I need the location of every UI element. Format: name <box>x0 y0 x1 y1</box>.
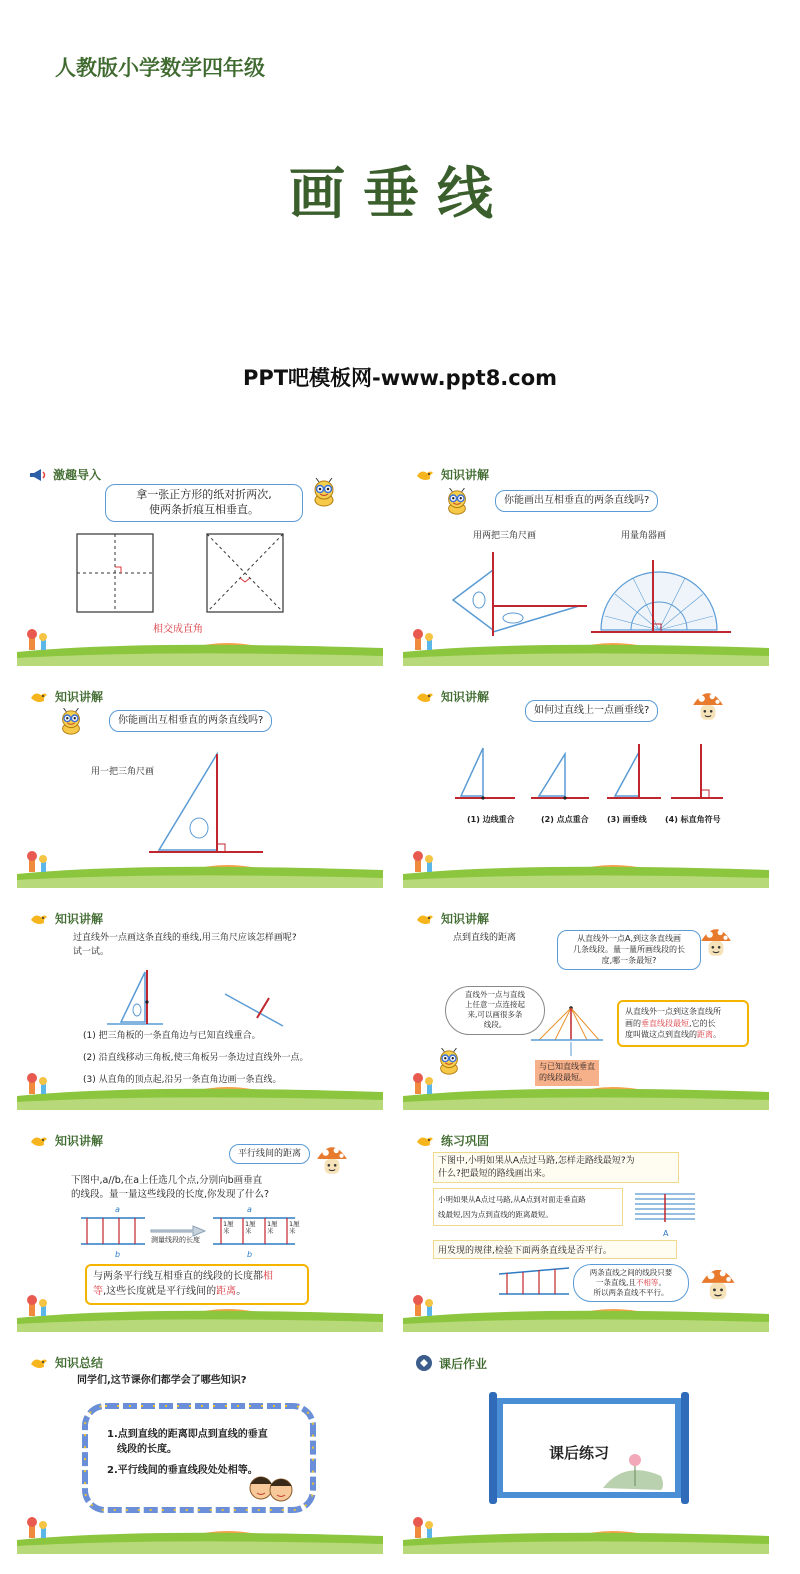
slide-4-header <box>415 688 489 705</box>
s10-scroll-text: 课后练习 <box>549 1444 610 1462</box>
s6-thought-line3: 来,可以画很多条 <box>467 1010 523 1020</box>
s8-question-2: 用发现的规律,检验下面两条直线是否平行。 <box>433 1240 677 1259</box>
s8-label-A: A <box>663 1229 669 1238</box>
s8-bubble-line1: 两条直线之间的线段只要 <box>589 1268 673 1277</box>
s6-conclusion-line3 <box>625 1029 741 1041</box>
s6-top-bubble-line3: 度,哪一条最短? <box>601 955 657 965</box>
s6-top-bubble-line2: 几条线段。量一量所画线段的长 <box>573 944 685 954</box>
s5-ground-decoration <box>17 1070 383 1110</box>
s5-step-3: (3) 从直角的顶点起,沿另一条直角边画一条直线。 <box>83 1075 282 1085</box>
s7-conclusion-line1 <box>93 1270 301 1285</box>
s6-orange-line1: 与已知直线垂直 <box>539 1062 595 1071</box>
s6-orange-line2: 的线段最短。 <box>539 1072 587 1082</box>
slide-2 <box>403 458 769 666</box>
s5-question-line1: 过直线外一点画这条直线的垂线,用三角尺应该怎样画呢? <box>73 933 297 943</box>
s7-speech-bubble: 平行线间的距离 <box>229 1144 310 1164</box>
bird-icon <box>415 911 435 927</box>
s1-ground-decoration <box>17 626 383 666</box>
slide-4 <box>403 680 769 888</box>
s7-conclusion-highlight: 等 <box>93 1285 103 1297</box>
s6-thought-bubble <box>445 986 545 1035</box>
s8-bubble-line3: 所以两条直线不平行。 <box>593 1288 669 1298</box>
s1-bubble-line1: 拿一张正方形的纸对折两次, <box>136 488 272 501</box>
s1-bubble-line2: 使两条折痕互相垂直。 <box>149 502 259 516</box>
s4-ground-decoration <box>403 848 769 888</box>
s1-speech-bubble <box>105 484 303 522</box>
homework-icon <box>415 1354 433 1372</box>
s10-ground-decoration <box>403 1514 769 1554</box>
s7-measure-1: 1厘米 <box>223 1220 234 1236</box>
s7-conclusion-highlight: 相 <box>263 1271 273 1282</box>
s5-step-2: (2) 沿直线移动三角板,使三角板另一条边过直线外一点。 <box>83 1053 309 1063</box>
s7-measure-2: 1厘米 <box>245 1220 256 1236</box>
s7-ground-decoration <box>17 1292 383 1332</box>
s7-label-a-right: a <box>247 1205 252 1214</box>
s6-thought-line4: 线段。 <box>483 1020 507 1030</box>
slide-5 <box>17 902 383 1110</box>
s6-thought-line2: 上任意一点连接起 <box>465 1000 525 1010</box>
s6-conclusion-text: ,它的长 <box>689 1018 716 1028</box>
s8-a1-line2: 线最短,因为点到直线的距离最短。 <box>438 1210 553 1219</box>
slide-9-title: 知识总结 <box>55 1356 104 1370</box>
s8-road-figure <box>635 1190 695 1230</box>
s8-q1-line2: 什么?把最短的路线画出来。 <box>438 1168 551 1179</box>
bird-icon <box>415 689 435 705</box>
s2-two-set-squares-figure <box>449 550 589 638</box>
s9-ground-decoration <box>17 1514 383 1554</box>
slide-8-title: 练习巩固 <box>441 1134 490 1148</box>
slide-5-header <box>29 910 103 927</box>
bird-icon <box>29 1355 49 1371</box>
slide-10 <box>403 1346 769 1554</box>
slide-6-header <box>415 910 489 927</box>
s8-question-1 <box>433 1152 679 1183</box>
s6-conclusion-box <box>617 1000 749 1047</box>
s8-bubble-highlight: 不相等 <box>635 1278 659 1288</box>
s7-conclusion-text: 。 <box>236 1285 247 1297</box>
s9-point-2: 2.平行线间的垂直线段处处相等。 <box>107 1465 258 1476</box>
slide-9-header <box>29 1354 103 1371</box>
slide-8 <box>403 1124 769 1332</box>
s6-title: 点到直线的距离 <box>453 933 517 943</box>
s6-conclusion-text: 度叫做这点到直线的 <box>625 1030 697 1040</box>
s9-point-1 <box>107 1428 268 1457</box>
s9-point-1-line2: 线段的长度。 <box>117 1443 177 1455</box>
s2-ground-decoration <box>403 626 769 666</box>
s6-ground-decoration <box>403 1070 769 1110</box>
slide-4-title: 知识讲解 <box>441 690 490 704</box>
slide-3-header <box>29 688 103 705</box>
s7-text-line2: 的线段。量一量这些线段的长度,你发现了什么? <box>71 1189 270 1200</box>
slide-7 <box>17 1124 383 1332</box>
kids-icon <box>245 1472 297 1506</box>
s7-label-b-right: b <box>247 1250 253 1259</box>
s6-top-bubble-line1: 从直线外一点A,到这条直线画 <box>576 934 681 943</box>
s9-question: 同学们,这节课你们都学会了哪些知识? <box>77 1375 247 1386</box>
s8-bubble-text: 。 <box>658 1278 666 1288</box>
s6-conclusion-line1: 从直线外一点到这条直线所 <box>625 1007 721 1016</box>
megaphone-icon <box>29 468 47 482</box>
mushroom-character-icon <box>691 688 725 724</box>
bee-character-icon <box>443 488 471 516</box>
s7-arrow-label: 测量线段的长度 <box>151 1236 200 1244</box>
s7-label-a: a <box>115 1205 120 1214</box>
s5-step-1: (1) 把三角板的一条直角边与已知直线重合。 <box>83 1031 261 1041</box>
s6-top-bubble <box>557 930 701 970</box>
s1-caption: 相交成直角 <box>153 624 203 635</box>
slide-7-header <box>29 1132 103 1149</box>
s3-label: 用一把三角尺画 <box>91 767 155 777</box>
s7-label-b: b <box>115 1250 121 1259</box>
s2-label-right: 用量角器画 <box>621 531 667 541</box>
slide-7-title: 知识讲解 <box>55 1134 104 1148</box>
s5-set-square-figure <box>107 968 287 1028</box>
cover-site: PPT吧模板网-www.ppt8.com <box>242 366 558 390</box>
s6-conclusion-highlight: 垂直线段最短 <box>641 1018 689 1028</box>
cover-title: 画垂线 <box>289 162 511 227</box>
s6-conclusion-text: 画的 <box>625 1018 641 1028</box>
slide-1-header <box>29 466 101 483</box>
s4-step-2: (2) 点点重合 <box>541 815 589 824</box>
s7-text-line1: 下图中,a//b,在a上任选几个点,分别向b画垂直 <box>71 1175 263 1186</box>
s7-measure-3: 1厘米 <box>267 1220 278 1236</box>
s8-a1-line1: 小明如果从A点过马路,从A点到对面走垂直路 <box>438 1195 586 1204</box>
s6-conclusion-text: 。 <box>713 1030 721 1040</box>
s2-speech-bubble: 你能画出互相垂直的两条直线吗? <box>495 490 658 512</box>
slide-6-title: 知识讲解 <box>441 912 490 926</box>
s7-conclusion-text: 与两条平行线互相垂直的线段的长度都 <box>93 1271 263 1282</box>
bird-icon <box>29 1133 49 1149</box>
s6-conclusion-highlight: 距离 <box>697 1030 713 1040</box>
s4-step-4: (4) 标直角符号 <box>665 815 721 824</box>
mushroom-character-icon <box>315 1142 349 1178</box>
s8-ground-decoration <box>403 1292 769 1332</box>
bird-icon <box>29 689 49 705</box>
s4-steps-figure <box>455 742 725 804</box>
slide-6 <box>403 902 769 1110</box>
slide-1-title: 激趣导入 <box>53 468 102 482</box>
s7-measure-4: 1厘米 <box>289 1220 300 1236</box>
s6-conclusion-line2 <box>625 1018 741 1030</box>
slide-8-header <box>415 1132 489 1149</box>
cover-subtitle: 人教版小学数学四年级 <box>55 56 265 80</box>
slide-2-title: 知识讲解 <box>441 468 490 482</box>
s6-distance-figure <box>531 1002 603 1062</box>
s4-speech-bubble: 如何过直线上一点画垂线? <box>525 700 658 722</box>
s5-question-line2: 试一试。 <box>73 947 110 957</box>
slide-3-title: 知识讲解 <box>55 690 104 704</box>
s7-conclusion-text: ,这些长度就是平行线间的 <box>103 1285 217 1297</box>
s2-label-left: 用两把三角尺画 <box>473 531 537 541</box>
s3-ground-decoration <box>17 848 383 888</box>
s4-step-1: (1) 边线重合 <box>467 815 515 824</box>
s8-bubble-line2 <box>582 1278 680 1288</box>
s8-q1-line1: 下图中,小明如果从A点过马路,怎样走路线最短?为 <box>438 1156 635 1166</box>
s3-set-square-figure <box>145 750 265 856</box>
slide-1 <box>17 458 383 666</box>
s4-step-3: (3) 画垂线 <box>607 815 647 824</box>
bee-character-icon <box>309 478 339 508</box>
mushroom-character-icon <box>699 924 733 960</box>
s7-conclusion-highlight: 距离 <box>216 1285 237 1297</box>
s3-speech-bubble: 你能画出互相垂直的两条直线吗? <box>109 710 272 732</box>
s8-answer-1 <box>433 1188 623 1226</box>
s7-parallel-lines-figure <box>81 1214 321 1248</box>
slide-10-title: 课后作业 <box>439 1356 488 1371</box>
s9-point-1-line1: 1.点到直线的距离即点到直线的垂直 <box>107 1429 268 1440</box>
s8-bubble-text: 一条直线,且 <box>596 1278 636 1288</box>
bee-character-icon <box>57 708 85 736</box>
slide-3 <box>17 680 383 888</box>
slide-5-title: 知识讲解 <box>55 912 104 926</box>
bird-icon <box>415 467 435 483</box>
slide-9 <box>17 1346 383 1554</box>
bird-icon <box>415 1133 435 1149</box>
s1-fold-squares-figure <box>75 532 295 616</box>
slide-2-header <box>415 466 489 483</box>
bird-icon <box>29 911 49 927</box>
s6-thought-line1: 直线外一点与直线 <box>465 990 525 999</box>
slide-10-header <box>415 1354 487 1372</box>
